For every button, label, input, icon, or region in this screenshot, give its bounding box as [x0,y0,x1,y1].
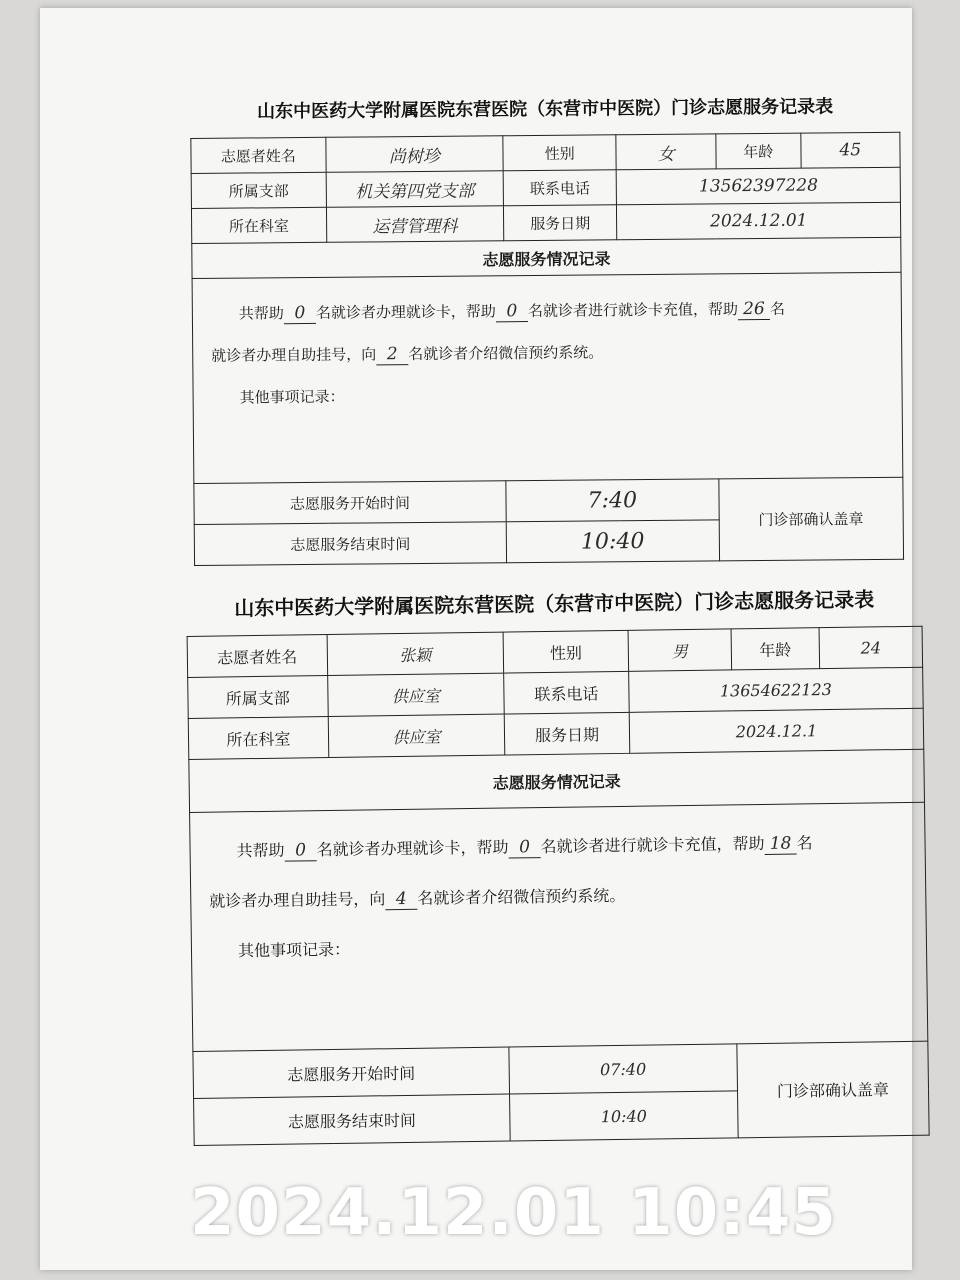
label-age: 年龄 [715,133,800,169]
label-service-date: 服务日期 [503,205,617,241]
record-text: 名 [796,833,813,853]
record-line-3 [210,917,909,977]
section-title: 志愿服务情况记录 [192,237,901,278]
value-name: 张颖 [327,632,504,675]
photo-timestamp: 2024.12.01 10:45 [190,1176,837,1250]
other-notes-label: 其他事项记录： [239,387,345,407]
section-title: 志愿服务情况记录 [189,749,925,812]
record-text: 就诊者办理自助挂号，向 [209,889,386,911]
count-card-recharge: 0 [508,837,540,858]
label-gender: 性别 [503,135,617,171]
value-age: 24 [819,626,923,668]
count-card-recharge: 0 [496,301,528,322]
record-text: 共帮助 [236,840,285,861]
label-phone: 联系电话 [503,170,617,206]
label-gender: 性别 [503,630,628,673]
record-line-1 [208,817,907,877]
form-title: 山东中医药大学附属医院东营医院（东营市中医院）门诊志愿服务记录表 [234,587,875,621]
row-record [192,272,903,483]
label-department: 所在科室 [188,717,328,760]
count-self-registration: 26 [738,299,770,320]
record-text: 名就诊者办理就诊卡，帮助 [315,302,496,322]
record-cell [190,802,928,1051]
value-department: 供应室 [328,714,505,757]
label-name: 志愿者姓名 [187,635,327,678]
label-stamp: 门诊部确认盖章 [737,1041,929,1138]
value-phone: 13562397228 [617,167,901,204]
value-department: 运营管理科 [326,206,504,243]
count-self-registration: 18 [764,834,796,855]
form-title: 山东中医药大学附属医院东营医院（东营市中医院）门诊志愿服务记录表 [257,96,834,123]
count-wechat-intro: 4 [385,889,417,910]
row-record [190,802,928,1051]
label-stamp: 门诊部确认盖章 [718,477,903,561]
record-text: 就诊者办理自助挂号，向 [211,345,377,365]
label-phone: 联系电话 [504,671,629,714]
value-service-date: 2024.12.01 [617,202,901,239]
label-age: 年龄 [731,628,820,670]
label-branch: 所属支部 [191,172,326,208]
label-branch: 所属支部 [188,676,328,719]
record-cell [192,272,903,483]
value-end-time: 10:40 [510,1091,738,1141]
value-age: 45 [801,132,901,168]
paper-sheet [40,8,912,1270]
record-text: 名就诊者进行就诊卡充值，帮助 [540,833,765,857]
other-notes-label: 其他事项记录： [237,939,351,961]
record-line-3 [211,371,883,419]
count-card-issued: 0 [284,840,316,861]
value-service-date: 2024.12.1 [629,708,924,753]
count-card-issued: 0 [284,303,316,324]
count-wechat-intro: 2 [376,344,408,365]
record-text: 名就诊者办理就诊卡，帮助 [316,837,509,860]
record-line-1 [211,287,883,335]
record-text: 名就诊者介绍微信预约系统。 [417,885,626,908]
form-table [190,132,904,566]
volunteer-record-form-1 [190,92,904,566]
value-gender: 男 [628,629,731,671]
label-start-time: 志愿服务开始时间 [193,1047,510,1098]
label-end-time: 志愿服务结束时间 [194,1094,511,1145]
record-text: 名就诊者进行就诊卡充值，帮助 [527,300,738,321]
label-department: 所在科室 [191,207,326,243]
label-end-time: 志愿服务结束时间 [194,522,506,566]
record-text: 共帮助 [238,304,284,323]
row-start-time [194,477,903,524]
value-start-time: 07:40 [509,1044,737,1094]
row-start-time [193,1041,929,1098]
value-phone: 13654622123 [629,667,924,712]
value-gender: 女 [616,134,716,170]
value-branch: 机关第四党支部 [326,171,504,208]
value-start-time: 7:40 [506,479,719,522]
label-start-time: 志愿服务开始时间 [194,481,506,525]
value-branch: 供应室 [327,673,504,716]
record-text: 名 [769,299,786,318]
value-end-time: 10:40 [506,520,719,563]
record-line-2 [211,329,883,377]
value-name: 尚树珍 [326,136,504,173]
record-text: 名就诊者介绍微信预约系统。 [408,343,604,364]
label-service-date: 服务日期 [504,712,629,755]
label-name: 志愿者姓名 [191,137,326,173]
volunteer-record-form-2 [186,583,930,1146]
form-table [187,626,930,1146]
